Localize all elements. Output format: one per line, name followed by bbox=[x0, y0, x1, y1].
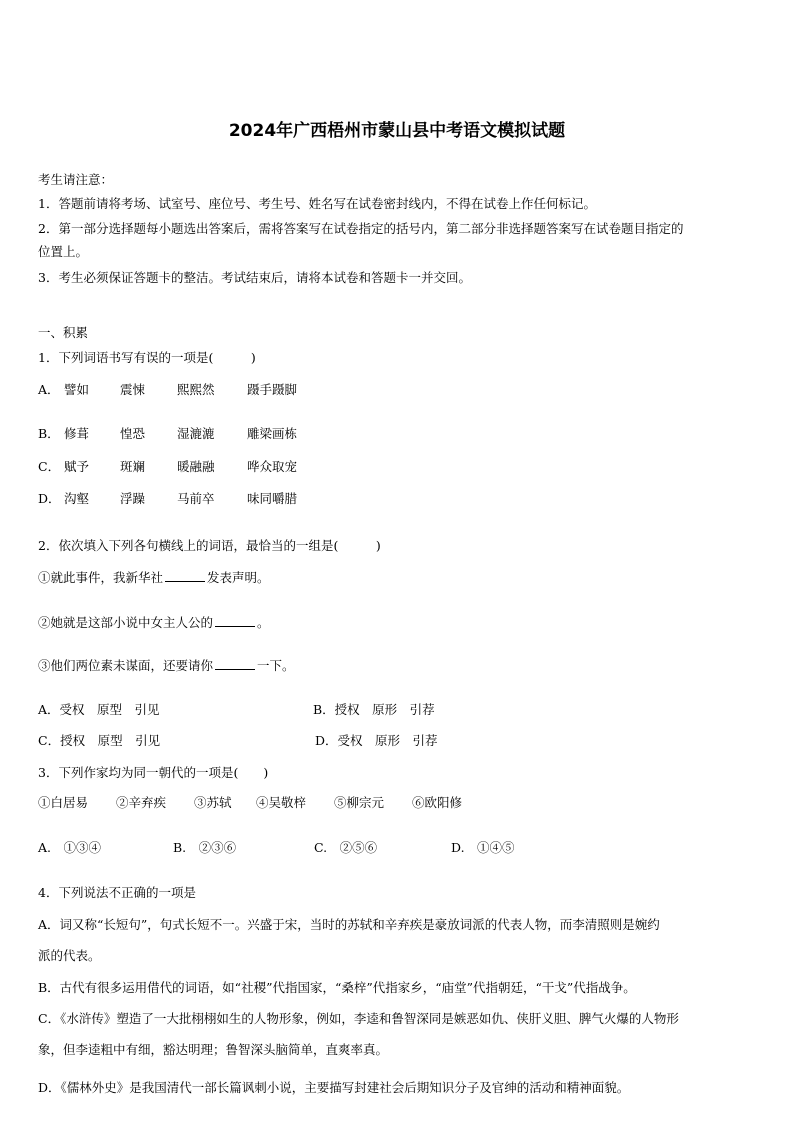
option-word: 浮躁 bbox=[120, 491, 146, 506]
q4-option-b: B．古代有很多运用借代的词语，如“社稷”代指国家，“桑梓”代指家乡，“庙堂”代指朝廷，“干戈”代指战争。 bbox=[38, 980, 636, 995]
option-label: B． bbox=[38, 426, 60, 441]
author: ③苏轼 bbox=[194, 795, 232, 810]
option-word: 斑斓 bbox=[120, 459, 146, 474]
option-word: 哗众取宠 bbox=[247, 459, 298, 474]
q4-option-a: A．词又称“长短句”，句式长短不一。兴盛于宋，当时的苏轼和辛弃疾是豪放词派的代表人物，而李清照则是婉约 bbox=[38, 917, 660, 932]
q2-option-b: B．授权 原形 引荐 bbox=[313, 702, 435, 717]
option-word: 譬如 bbox=[64, 382, 90, 397]
q2-sentence-1: ①就此事件，我新华社 发表声明。 bbox=[38, 570, 270, 585]
q3-authors bbox=[38, 795, 462, 811]
notice-heading: 考生请注意： bbox=[38, 172, 114, 187]
author: ⑥欧阳修 bbox=[412, 795, 463, 810]
q1-option-b bbox=[38, 426, 297, 442]
option-word: 蹑手蹑脚 bbox=[247, 382, 298, 397]
option-word: 熙熙然 bbox=[177, 382, 215, 397]
q1-option-c bbox=[38, 459, 297, 475]
option-word: 震悚 bbox=[120, 382, 146, 397]
notice-item-3: 3．考生必须保证答题卡的整洁。考试结束后，请将本试卷和答题卡一并交回。 bbox=[38, 270, 471, 285]
author: ⑤柳宗元 bbox=[334, 795, 385, 810]
page-title: 2024年广西梧州市蒙山县中考语文模拟试题 bbox=[228, 121, 566, 141]
q4-option-d: D．《儒林外史》是我国清代一部长篇讽刺小说，主要描写封建社会后期知识分子及官绅的活动和精神面貌。 bbox=[38, 1080, 630, 1095]
q2-option-d: D．受权 原形 引荐 bbox=[315, 733, 438, 748]
option-word: 湿漉漉 bbox=[177, 426, 215, 441]
option-label: C． bbox=[38, 459, 61, 474]
author: ①白居易 bbox=[38, 795, 89, 810]
notice-item-2-cont: 位置上。 bbox=[38, 244, 89, 259]
notice-item-1: 1．答题前请将考场、试室号、座位号、考生号、姓名写在试卷密封线内，不得在试卷上作任何标记。 bbox=[38, 196, 596, 211]
notice-item-2: 2．第一部分选择题每小题选出答案后，需将答案写在试卷指定的括号内，第二部分非选择题答案写在试卷题目指定的 bbox=[38, 221, 684, 236]
q1-option-a bbox=[38, 382, 297, 398]
q4-option-a-cont: 派的代表。 bbox=[38, 948, 101, 963]
option-word: 修葺 bbox=[64, 426, 90, 441]
option-word: 味同嚼腊 bbox=[247, 491, 298, 506]
q4-stem: 4．下列说法不正确的一项是 bbox=[38, 885, 196, 900]
q3-option-c: C. ②⑤⑥ bbox=[314, 840, 378, 855]
q2-option-c: C．授权 原型 引见 bbox=[38, 733, 161, 748]
fill-blank bbox=[165, 569, 205, 582]
q3-stem: 3．下列作家均为同一朝代的一项是( ) bbox=[38, 765, 269, 780]
q2-sentence-2: ②她就是这部小说中女主人公的 。 bbox=[38, 615, 270, 630]
q1-stem: 1．下列词语书写有误的一项是( ) bbox=[38, 350, 256, 365]
option-word: 暖融融 bbox=[177, 459, 215, 474]
option-word: 赋予 bbox=[64, 459, 90, 474]
option-label: A． bbox=[38, 382, 60, 397]
option-word: 沟壑 bbox=[64, 491, 90, 506]
q2-stem: 2．依次填入下列各句横线上的词语，最恰当的一组是( ) bbox=[38, 538, 381, 553]
author: ④吴敬梓 bbox=[256, 795, 307, 810]
option-word: 雕梁画栋 bbox=[247, 426, 298, 441]
fill-blank bbox=[215, 657, 255, 670]
q2-option-a: A．受权 原型 引见 bbox=[38, 702, 160, 717]
q2-sentence-3: ③他们两位素未谋面，还要请你 一下。 bbox=[38, 658, 295, 673]
q3-options bbox=[38, 840, 515, 856]
q3-option-d: D. ①④⑤ bbox=[451, 840, 515, 855]
q1-option-d bbox=[38, 491, 297, 507]
q3-option-b: B. ②③⑥ bbox=[173, 840, 237, 855]
option-word: 马前卒 bbox=[177, 491, 215, 506]
author: ②辛弃疾 bbox=[116, 795, 167, 810]
q3-option-a: A. ①③④ bbox=[38, 840, 102, 855]
q4-option-c-cont: 象，但李逵粗中有细，豁达明理；鲁智深头脑简单，直爽率真。 bbox=[38, 1042, 389, 1057]
section-heading: 一、积累 bbox=[38, 325, 89, 340]
q4-option-c: C．《水浒传》塑造了一大批栩栩如生的人物形象，例如，李逵和鲁智深同是嫉恶如仇、侠肝义胆、脾气火爆的人物形 bbox=[38, 1011, 679, 1026]
option-word: 惶恐 bbox=[120, 426, 146, 441]
option-label: D． bbox=[38, 491, 61, 506]
fill-blank bbox=[215, 614, 255, 627]
